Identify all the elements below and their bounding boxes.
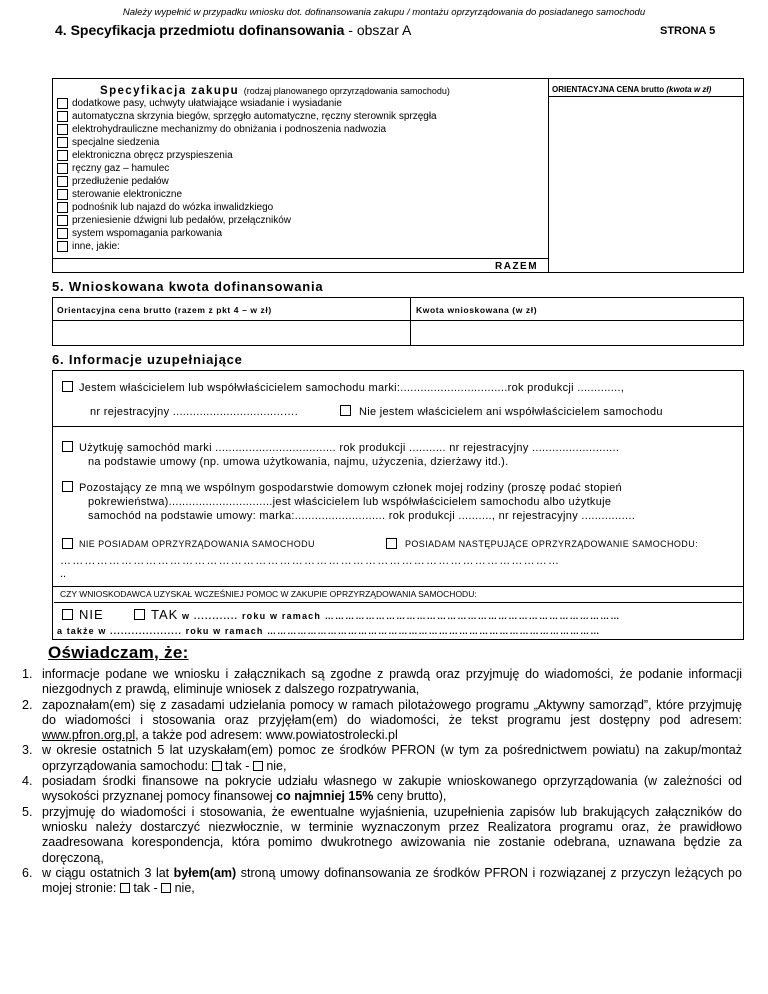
price-total-field[interactable] bbox=[54, 322, 408, 344]
checkbox[interactable] bbox=[57, 241, 68, 252]
spec-item[interactable]: przedłużenie pedałów bbox=[57, 176, 169, 189]
checkbox[interactable] bbox=[57, 189, 68, 200]
checkbox[interactable] bbox=[57, 111, 68, 122]
checkbox[interactable] bbox=[57, 215, 68, 226]
not-owner-option[interactable]: Nie jestem właścicielem ani współwłaścicielem samochodu bbox=[340, 405, 663, 418]
tak-checkbox[interactable] bbox=[212, 761, 222, 771]
prior-aid-question: CZY WNIOSKODAWCA UZYSKAŁ WCZEŚNIEJ POMOC W ZAKUPIE OPRZYRZĄDOWANIA SAMOCHODU: bbox=[60, 589, 477, 599]
prior-also-line[interactable]: a także w .................... roku w ramach ……………………………………………………………………………………… bbox=[57, 626, 601, 636]
spec-item[interactable]: elektrohydrauliczne mechanizmy do obniżania i podnoszenia nadwozia bbox=[57, 124, 386, 137]
tak-checkbox[interactable] bbox=[120, 883, 130, 893]
declaration-item: 5. przyjmuję do wiadomości i stosowania, że ewentualne wyjaśnienia, uzupełnienia zapisów lub brakujących załączników do wniosku należy dostarczyć niezwłocznie, w terminie wyznaczonym przez Realizatora programu oraz, że prawidłowo zaadresowana korespondencja, która pomimo dwukrotnego awizowania nie zostanie odebrana, uznawana będzie za doręczoną, bbox=[22, 804, 742, 865]
not-owner-checkbox[interactable] bbox=[340, 405, 351, 416]
equipment-dots[interactable]: …………………………………………………………………………………………………………… bbox=[60, 555, 561, 567]
prior-tak-option[interactable]: TAK w ............ roku w ramach …………………………………………………………………………… bbox=[134, 607, 740, 622]
nie-checkbox[interactable] bbox=[62, 609, 73, 620]
user-option[interactable]: Użytkuję samochód marki .................................... rok produkcji ........... nr rejestracyjny .......................... bbox=[62, 441, 619, 454]
declaration-item: 3. w okresie ostatnich 5 lat uzyskałam(em) pomoc ze środków PFRON (w tym za pośrednictwem powiatu) na zakup/montaż oprzyrządowania samochodu: tak - nie, bbox=[22, 743, 742, 773]
pfron-link[interactable]: www.pfron.org.pl bbox=[42, 728, 136, 743]
tak-checkbox[interactable] bbox=[134, 609, 145, 620]
user-checkbox[interactable] bbox=[62, 441, 73, 452]
prior-nie-option[interactable]: NIE bbox=[62, 607, 104, 622]
nie-checkbox[interactable] bbox=[161, 883, 171, 893]
user-agreement-line: na podstawie umowy (np. umowa użytkowania, najmu, użyczenia, dzierżawy itd.). bbox=[88, 456, 509, 468]
spec-item[interactable]: ręczny gaz – hamulec bbox=[57, 163, 169, 176]
checkbox[interactable] bbox=[57, 176, 68, 187]
checkbox[interactable] bbox=[57, 150, 68, 161]
checkbox[interactable] bbox=[57, 98, 68, 109]
section4-title: 4. Specyfikacja przedmiotu dofinansowania - obszar A bbox=[55, 22, 412, 38]
owner-option[interactable]: Jestem właścicielem lub współwłaścicielem samochodu marki:................................rok produkcji ............., bbox=[62, 381, 624, 394]
family-checkbox[interactable] bbox=[62, 481, 73, 492]
spec-item[interactable]: automatyczna skrzynia biegów, sprzęgło automatyczne, ręczny sterownik sprzęgła bbox=[57, 111, 437, 124]
nie-checkbox[interactable] bbox=[253, 761, 263, 771]
family-line3: samochód na podstawie umowy: marka:........................... rok produkcji .........., nr rejestracyjny ................ bbox=[88, 510, 636, 522]
spec-item[interactable]: inne, jakie: bbox=[57, 241, 120, 254]
declaration-item: 6. w ciągu ostatnich 3 lat byłem(am) stroną umowy dofinansowania ze środków PFRON i rozwiązanej z przyczyn leżących po mojej stronie: tak - nie, bbox=[22, 865, 742, 896]
checkbox[interactable] bbox=[57, 202, 68, 213]
owner-checkbox[interactable] bbox=[62, 381, 73, 392]
section6-title: 6. Informacje uzupełniające bbox=[52, 352, 243, 367]
spec-item[interactable]: elektroniczna obręcz przyspieszenia bbox=[57, 150, 233, 163]
price-header: ORIENTACYJNA CENA brutto (kwota w zł) bbox=[552, 85, 712, 94]
declaration-item: 1. informacje podane we wniosku i załącznikach są zgodne z prawdą oraz przyjmuję do wiadomości, że podanie informacji niezgodnych z prawdą, eliminuje wniosek z dalszego rozpatrywania, bbox=[22, 667, 743, 697]
no-equipment-option[interactable]: NIE POSIADAM OPRZYRZĄDOWANIA SAMOCHODU bbox=[62, 538, 315, 549]
spec-item[interactable]: podnośnik lub najazd do wózka inwalidzkiego bbox=[57, 202, 273, 215]
spec-item[interactable]: dodatkowe pasy, uchwyty ułatwiające wsiadanie i wysiadanie bbox=[57, 98, 342, 111]
declaration-item: 2. zapoznałam(em) się z zasadami udzielania pomocy w ramach pilotażowego programu „Aktywny samorząd”, które przyjmuję do wiadomości i stosowania oraz przyjęłam(em) do wiadomości, że tekst programu jest dostępny pod adresem: www.pfron.org.pl, a także pod adresem: www.powiatostrolecki.pl bbox=[22, 697, 742, 743]
col-requested-header: Kwota wnioskowana (w zł) bbox=[416, 305, 538, 315]
spec-item[interactable]: przeniesienie dźwigni lub pedałów, przełączników bbox=[57, 215, 291, 228]
checkbox[interactable] bbox=[57, 137, 68, 148]
section5-title: 5. Wnioskowana kwota dofinansowania bbox=[52, 279, 324, 294]
checkbox[interactable] bbox=[57, 124, 68, 135]
declaration-title: Oświadczam, że: bbox=[48, 643, 189, 662]
has-equipment-checkbox[interactable] bbox=[386, 538, 397, 549]
requested-amount-field[interactable] bbox=[412, 322, 742, 344]
page-label: STRONA 5 bbox=[660, 25, 716, 37]
checkbox[interactable] bbox=[57, 228, 68, 239]
equipment-dots-end: .. bbox=[60, 568, 67, 580]
spec-item[interactable]: specjalne siedzenia bbox=[57, 137, 159, 150]
spec-item[interactable]: system wspomagania parkowania bbox=[57, 228, 222, 241]
spec-item[interactable]: sterowanie elektroniczne bbox=[57, 189, 182, 202]
declaration-list bbox=[22, 667, 742, 896]
checkbox[interactable] bbox=[57, 163, 68, 174]
col-price-header: Orientacyjna cena brutto (razem z pkt 4 – w zł) bbox=[57, 305, 272, 315]
declaration-item: 4. posiadam środki finansowe na pokrycie udziału własnego w zakupie wnioskowanego oprzyrządowania (w zależności od wysokości przyznanej pomocy finansowej co najmniej 15% ceny brutto), bbox=[22, 774, 742, 804]
family-line2: pokrewieństwa)...............................jest właścicielem lub współwłaścicielem samochodu albo użytkuje bbox=[88, 496, 612, 508]
razem-label: RAZEM bbox=[495, 261, 539, 272]
no-equipment-checkbox[interactable] bbox=[62, 538, 73, 549]
spec-header: Specyfikacja zakupu (rodzaj planowanego oprzyrządowania samochodu) bbox=[100, 85, 450, 97]
has-equipment-option[interactable]: POSIADAM NASTĘPUJĄCE OPRZYRZĄDOWANIE SAMOCHODU: bbox=[386, 538, 698, 549]
family-option[interactable]: Pozostający ze mną we wspólnym gospodarstwie domowym członek mojej rodziny (proszę podać stopień bbox=[62, 481, 622, 494]
registration-line: nr rejestracyjny .................................…. bbox=[90, 406, 299, 418]
form-note: Należy wypełnić w przypadku wniosku dot. dofinansowania zakupu / montażu oprzyrządowania do posiadanego samochodu bbox=[122, 7, 646, 18]
